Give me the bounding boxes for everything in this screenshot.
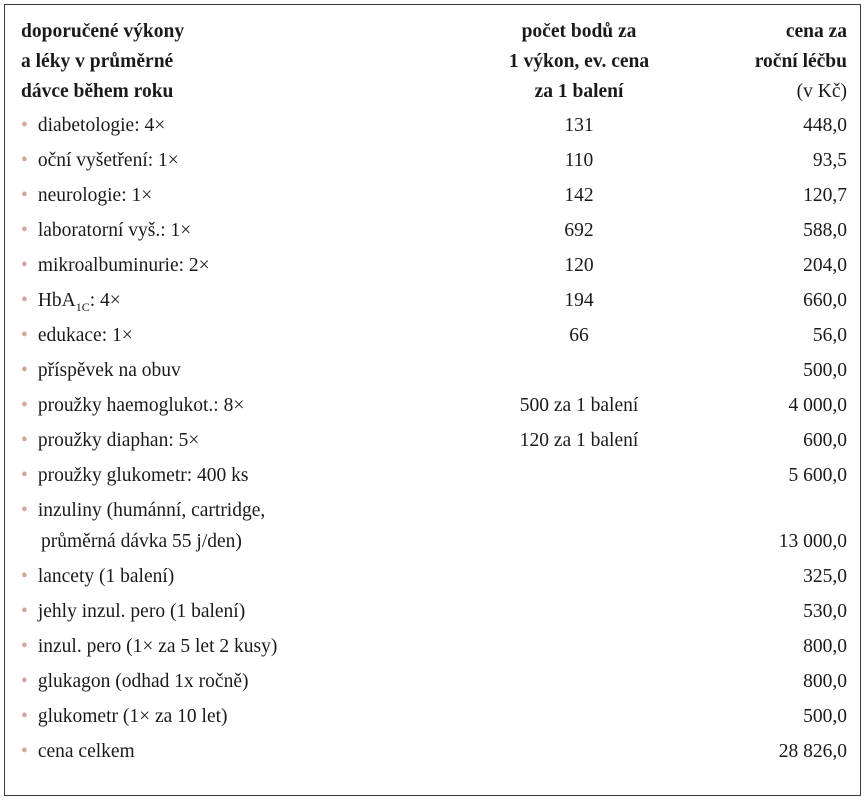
header-points: počet bodů za 1 výkon, ev. cena za 1 balení — [508, 21, 650, 102]
row-price: 530,0 — [803, 600, 847, 622]
row-label: proužky diaphan: 5× — [37, 430, 200, 451]
bullet-icon: • — [21, 565, 28, 587]
bullet-icon: • — [21, 220, 28, 241]
table-row — [17, 597, 851, 632]
table-row — [17, 181, 851, 216]
row-label: proužky glukometr: 400 ks — [37, 465, 249, 486]
table-row — [17, 111, 851, 146]
row-points — [447, 496, 711, 562]
bullet-icon: • — [21, 150, 28, 171]
bullet-icon: • — [21, 465, 28, 486]
row-label: HbA$_{1C}$: 4× — [37, 290, 121, 314]
row-label: diabetologie: 4× — [37, 115, 166, 136]
bullet-icon: • — [21, 500, 28, 521]
table-frame — [4, 4, 861, 796]
row-price: 500,0 — [803, 705, 847, 727]
row-price: 448,0 — [803, 115, 847, 136]
row-price: 13 000,0 — [778, 530, 847, 552]
row-price: 4 000,0 — [788, 395, 847, 416]
row-points: 120 — [564, 255, 594, 276]
row-points — [447, 702, 711, 737]
table-row — [17, 286, 851, 321]
row-label-line2: průměrná dávka 55 j/den) — [41, 530, 242, 552]
row-price: 500,0 — [803, 360, 847, 381]
bullet-icon: • — [21, 325, 28, 346]
row-label: oční vyšetření: 1× — [37, 150, 179, 171]
table-row — [17, 426, 851, 461]
table-row-total — [17, 737, 851, 772]
table-row — [17, 356, 851, 391]
row-price: 800,0 — [803, 635, 847, 657]
header-annual-cost: cena za roční léčbu (v Kč) — [754, 21, 847, 102]
row-price: 93,5 — [812, 150, 847, 171]
row-price: 600,0 — [803, 430, 847, 451]
row-label: glukometr (1× za 10 let) — [37, 705, 228, 727]
row-points: 692 — [564, 220, 594, 241]
table-row — [17, 321, 851, 356]
table-row — [17, 391, 851, 426]
row-price: 56,0 — [812, 325, 847, 346]
row-price: 588,0 — [803, 220, 847, 241]
row-points: 194 — [564, 290, 594, 311]
row-points: 142 — [564, 185, 594, 206]
row-points: 500 za 1 balení — [519, 395, 639, 416]
row-points — [447, 667, 711, 702]
row-label: proužky haemoglukot.: 8× — [37, 395, 245, 416]
row-label: jehly inzul. pero (1 balení) — [37, 600, 246, 622]
row-label: inzul. pero (1× za 5 let 2 kusy) — [37, 635, 278, 657]
row-points: 110 — [564, 150, 594, 171]
row-label: glukagon (odhad 1x ročně) — [37, 670, 249, 692]
table-row — [17, 562, 851, 597]
row-price: 800,0 — [803, 670, 847, 692]
row-price: 325,0 — [803, 565, 847, 587]
row-points — [447, 737, 711, 772]
cost-table — [17, 17, 851, 772]
table-row — [17, 146, 851, 181]
bullet-icon: • — [21, 395, 28, 416]
row-points — [447, 632, 711, 667]
row-label: edukace: 1× — [37, 325, 133, 346]
row-points: 131 — [564, 115, 594, 136]
header-procedures: doporučené výkony a léky v průměrné dávce během roku — [21, 21, 185, 102]
bullet-icon: • — [21, 430, 28, 451]
row-points: 66 — [569, 325, 589, 346]
row-label: laboratorní vyš.: 1× — [37, 220, 192, 241]
bullet-icon: • — [21, 740, 28, 762]
bullet-icon: • — [21, 360, 28, 381]
row-price: 660,0 — [803, 290, 847, 311]
row-label: příspěvek na obuv — [37, 360, 181, 381]
row-price: 28 826,0 — [778, 740, 847, 762]
bullet-icon: • — [21, 635, 28, 657]
row-label: lancety (1 balení) — [37, 565, 175, 587]
table-row — [17, 461, 851, 496]
table-row — [17, 632, 851, 667]
row-points — [447, 562, 711, 597]
bullet-icon: • — [21, 185, 28, 206]
row-label: cena celkem — [37, 740, 135, 762]
row-label: neurologie: 1× — [37, 185, 153, 206]
table-row — [17, 251, 851, 286]
row-price: 204,0 — [803, 255, 847, 276]
table-row — [17, 496, 851, 562]
row-points — [447, 597, 711, 632]
table-row — [17, 702, 851, 737]
header-row — [17, 17, 851, 111]
row-points: 120 za 1 balení — [519, 430, 639, 451]
bullet-icon: • — [21, 670, 28, 692]
bullet-icon: • — [21, 255, 28, 276]
row-label: mikroalbuminurie: 2× — [37, 255, 210, 276]
table-row — [17, 667, 851, 702]
row-price: 120,7 — [803, 185, 847, 206]
row-price: 5 600,0 — [788, 465, 847, 486]
bullet-icon: • — [21, 600, 28, 622]
row-points — [447, 461, 711, 496]
bullet-icon: • — [21, 115, 28, 136]
bullet-icon: • — [21, 705, 28, 727]
bullet-icon: • — [21, 290, 28, 311]
table-row — [17, 216, 851, 251]
row-label-line1: inzuliny (humánní, cartridge, — [37, 500, 266, 521]
row-points — [447, 356, 711, 391]
